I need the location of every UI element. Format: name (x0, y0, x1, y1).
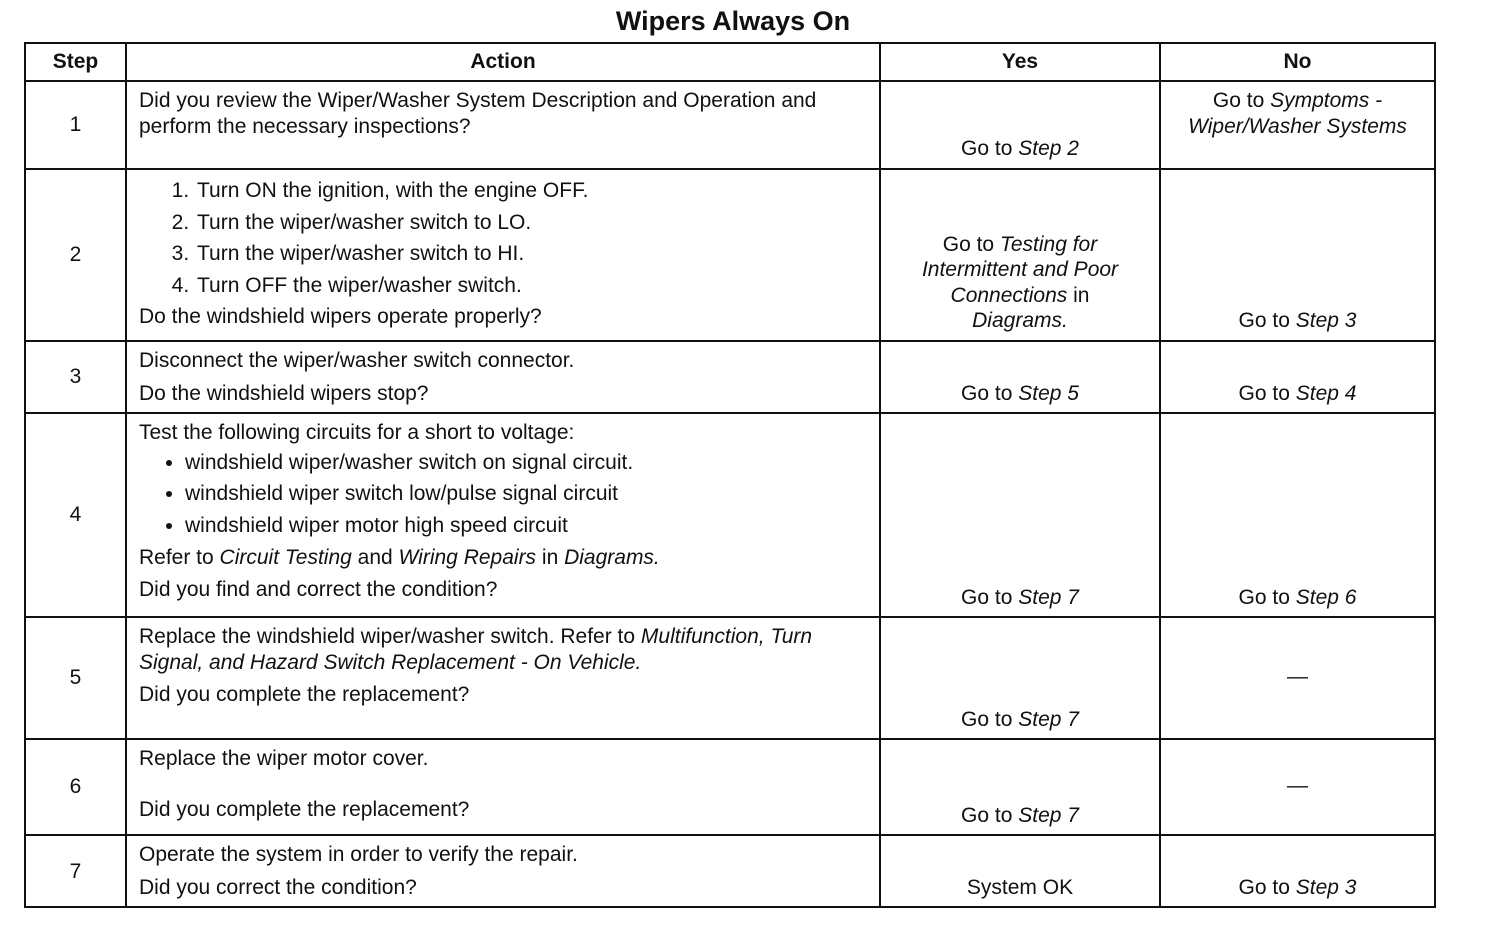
yes-cell (880, 739, 1160, 835)
no-prefix: Go to (1238, 381, 1296, 405)
procedure-list (139, 178, 869, 298)
instruction-text: Operate the system in order to verify the repair. (139, 843, 578, 867)
instruction-text: Replace the wiper motor cover. (139, 747, 429, 771)
wiring-repairs-link[interactable]: Wiring Repairs (398, 545, 537, 569)
action-cell (126, 835, 880, 907)
diagrams-link[interactable]: Diagrams. (564, 545, 660, 569)
step-number: 4 (25, 413, 126, 617)
table-row (25, 835, 1435, 907)
yes-mid-text: in (1067, 283, 1090, 307)
circuit-testing-link[interactable]: Circuit Testing (219, 545, 352, 569)
yes-cell (880, 835, 1160, 907)
procedure-step: 1. Turn ON the ignition, with the engine OFF. (195, 178, 869, 204)
question-text: Did you review the Wiper/Washer System Description and Operation and perform the necessary inspections? (139, 89, 817, 138)
circuit-item: • windshield wiper/washer switch on signal circuit. (185, 450, 869, 476)
no-cell (1160, 739, 1435, 835)
no-step-link[interactable]: Step 3 (1295, 875, 1357, 899)
no-prefix: Go to (1212, 89, 1271, 112)
header-step: Step (25, 43, 126, 81)
procedure-step: 3. Turn the wiper/washer switch to HI. (195, 241, 869, 267)
refer-and: and (351, 545, 399, 569)
instruction-text (139, 624, 869, 675)
header-row (25, 43, 1435, 81)
action-cell (126, 413, 880, 617)
question-text: Did you correct the condition? (139, 875, 417, 899)
no-prefix: Go to (1238, 585, 1296, 609)
yes-cell (880, 81, 1160, 169)
step-number: 2 (25, 169, 126, 341)
table-row (25, 617, 1435, 739)
yes-cell (880, 169, 1160, 341)
instruction-text: Disconnect the wiper/washer switch connector. (139, 349, 575, 372)
yes-step-link[interactable]: Step 5 (1018, 381, 1079, 405)
step-number: 1 (25, 81, 126, 169)
replacement-procedure-link[interactable]: Multifunction, Turn Signal, and Hazard Switch Replacement - On Vehicle. (139, 625, 813, 674)
circuit-item: • windshield wiper motor high speed circuit (185, 513, 869, 539)
refer-in: in (536, 545, 565, 569)
no-cell (1160, 835, 1435, 907)
no-cell (1160, 81, 1435, 169)
no-cell (1160, 341, 1435, 413)
yes-prefix: Go to (961, 381, 1019, 405)
diagnostic-table (24, 42, 1436, 908)
yes-step-link[interactable]: Step 2 (1018, 137, 1079, 161)
table-row (25, 739, 1435, 835)
step-number: 7 (25, 835, 126, 907)
yes-prefix: Go to (961, 707, 1019, 731)
refer-prefix: Refer to (139, 545, 220, 569)
action-cell (126, 341, 880, 413)
table-row (25, 413, 1435, 617)
yes-step-link[interactable]: Step 7 (1018, 707, 1079, 731)
question-text: Do the windshield wipers stop? (139, 381, 429, 405)
table-row (25, 169, 1435, 341)
step-number: 3 (25, 341, 126, 413)
no-prefix: Go to (1238, 875, 1296, 899)
table-row (25, 341, 1435, 413)
action-cell (126, 617, 880, 739)
question-text: Do the windshield wipers operate properly? (139, 305, 542, 329)
table-row (25, 81, 1435, 169)
instruction-prefix: Replace the windshield wiper/washer switch. Refer to (139, 625, 641, 649)
no-symptoms-link[interactable]: Symptoms - Wiper/Washer Systems (1188, 89, 1407, 138)
yes-prefix: Go to (961, 803, 1019, 827)
yes-step-link[interactable]: Step 7 (1018, 803, 1079, 827)
action-cell (126, 739, 880, 835)
action-cell (126, 169, 880, 341)
no-dash: — (1287, 665, 1308, 689)
header-no: No (1160, 43, 1435, 81)
circuit-list (139, 450, 869, 539)
spacer (139, 772, 869, 790)
no-prefix: Go to (1238, 309, 1296, 333)
header-action: Action (126, 43, 880, 81)
page-title: Wipers Always On (615, 6, 851, 36)
question-text: Did you find and correct the condition? (139, 578, 498, 602)
action-cell (126, 81, 880, 169)
yes-cell (880, 341, 1160, 413)
question-text: Did you complete the replacement? (139, 683, 470, 707)
yes-result: System OK (966, 875, 1074, 899)
instruction-text: Test the following circuits for a short to voltage: (139, 421, 575, 445)
yes-diagrams-link[interactable]: Diagrams. (972, 309, 1068, 333)
no-cell (1160, 413, 1435, 617)
no-step-link[interactable]: Step 3 (1295, 309, 1357, 333)
no-step-link[interactable]: Step 6 (1295, 585, 1357, 609)
yes-prefix: Go to (961, 137, 1019, 161)
yes-step-link[interactable]: Step 7 (1018, 585, 1079, 609)
procedure-step: 2. Turn the wiper/washer switch to LO. (195, 210, 869, 236)
no-dash: — (1287, 774, 1308, 798)
step-number: 5 (25, 617, 126, 739)
procedure-step: 4. Turn OFF the wiper/washer switch. (195, 273, 869, 299)
yes-prefix: Go to (942, 232, 1000, 256)
yes-cell (880, 617, 1160, 739)
no-cell (1160, 169, 1435, 341)
step-number: 6 (25, 739, 126, 835)
question-text: Did you complete the replacement? (139, 797, 470, 821)
no-cell (1160, 617, 1435, 739)
yes-testing-link[interactable]: Testing for Intermittent and Poor Connections (921, 232, 1119, 307)
no-step-link[interactable]: Step 4 (1295, 381, 1357, 405)
circuit-item: • windshield wiper switch low/pulse signal circuit (185, 481, 869, 507)
refer-text (139, 545, 869, 571)
yes-cell (880, 413, 1160, 617)
yes-prefix: Go to (961, 585, 1019, 609)
header-yes: Yes (880, 43, 1160, 81)
